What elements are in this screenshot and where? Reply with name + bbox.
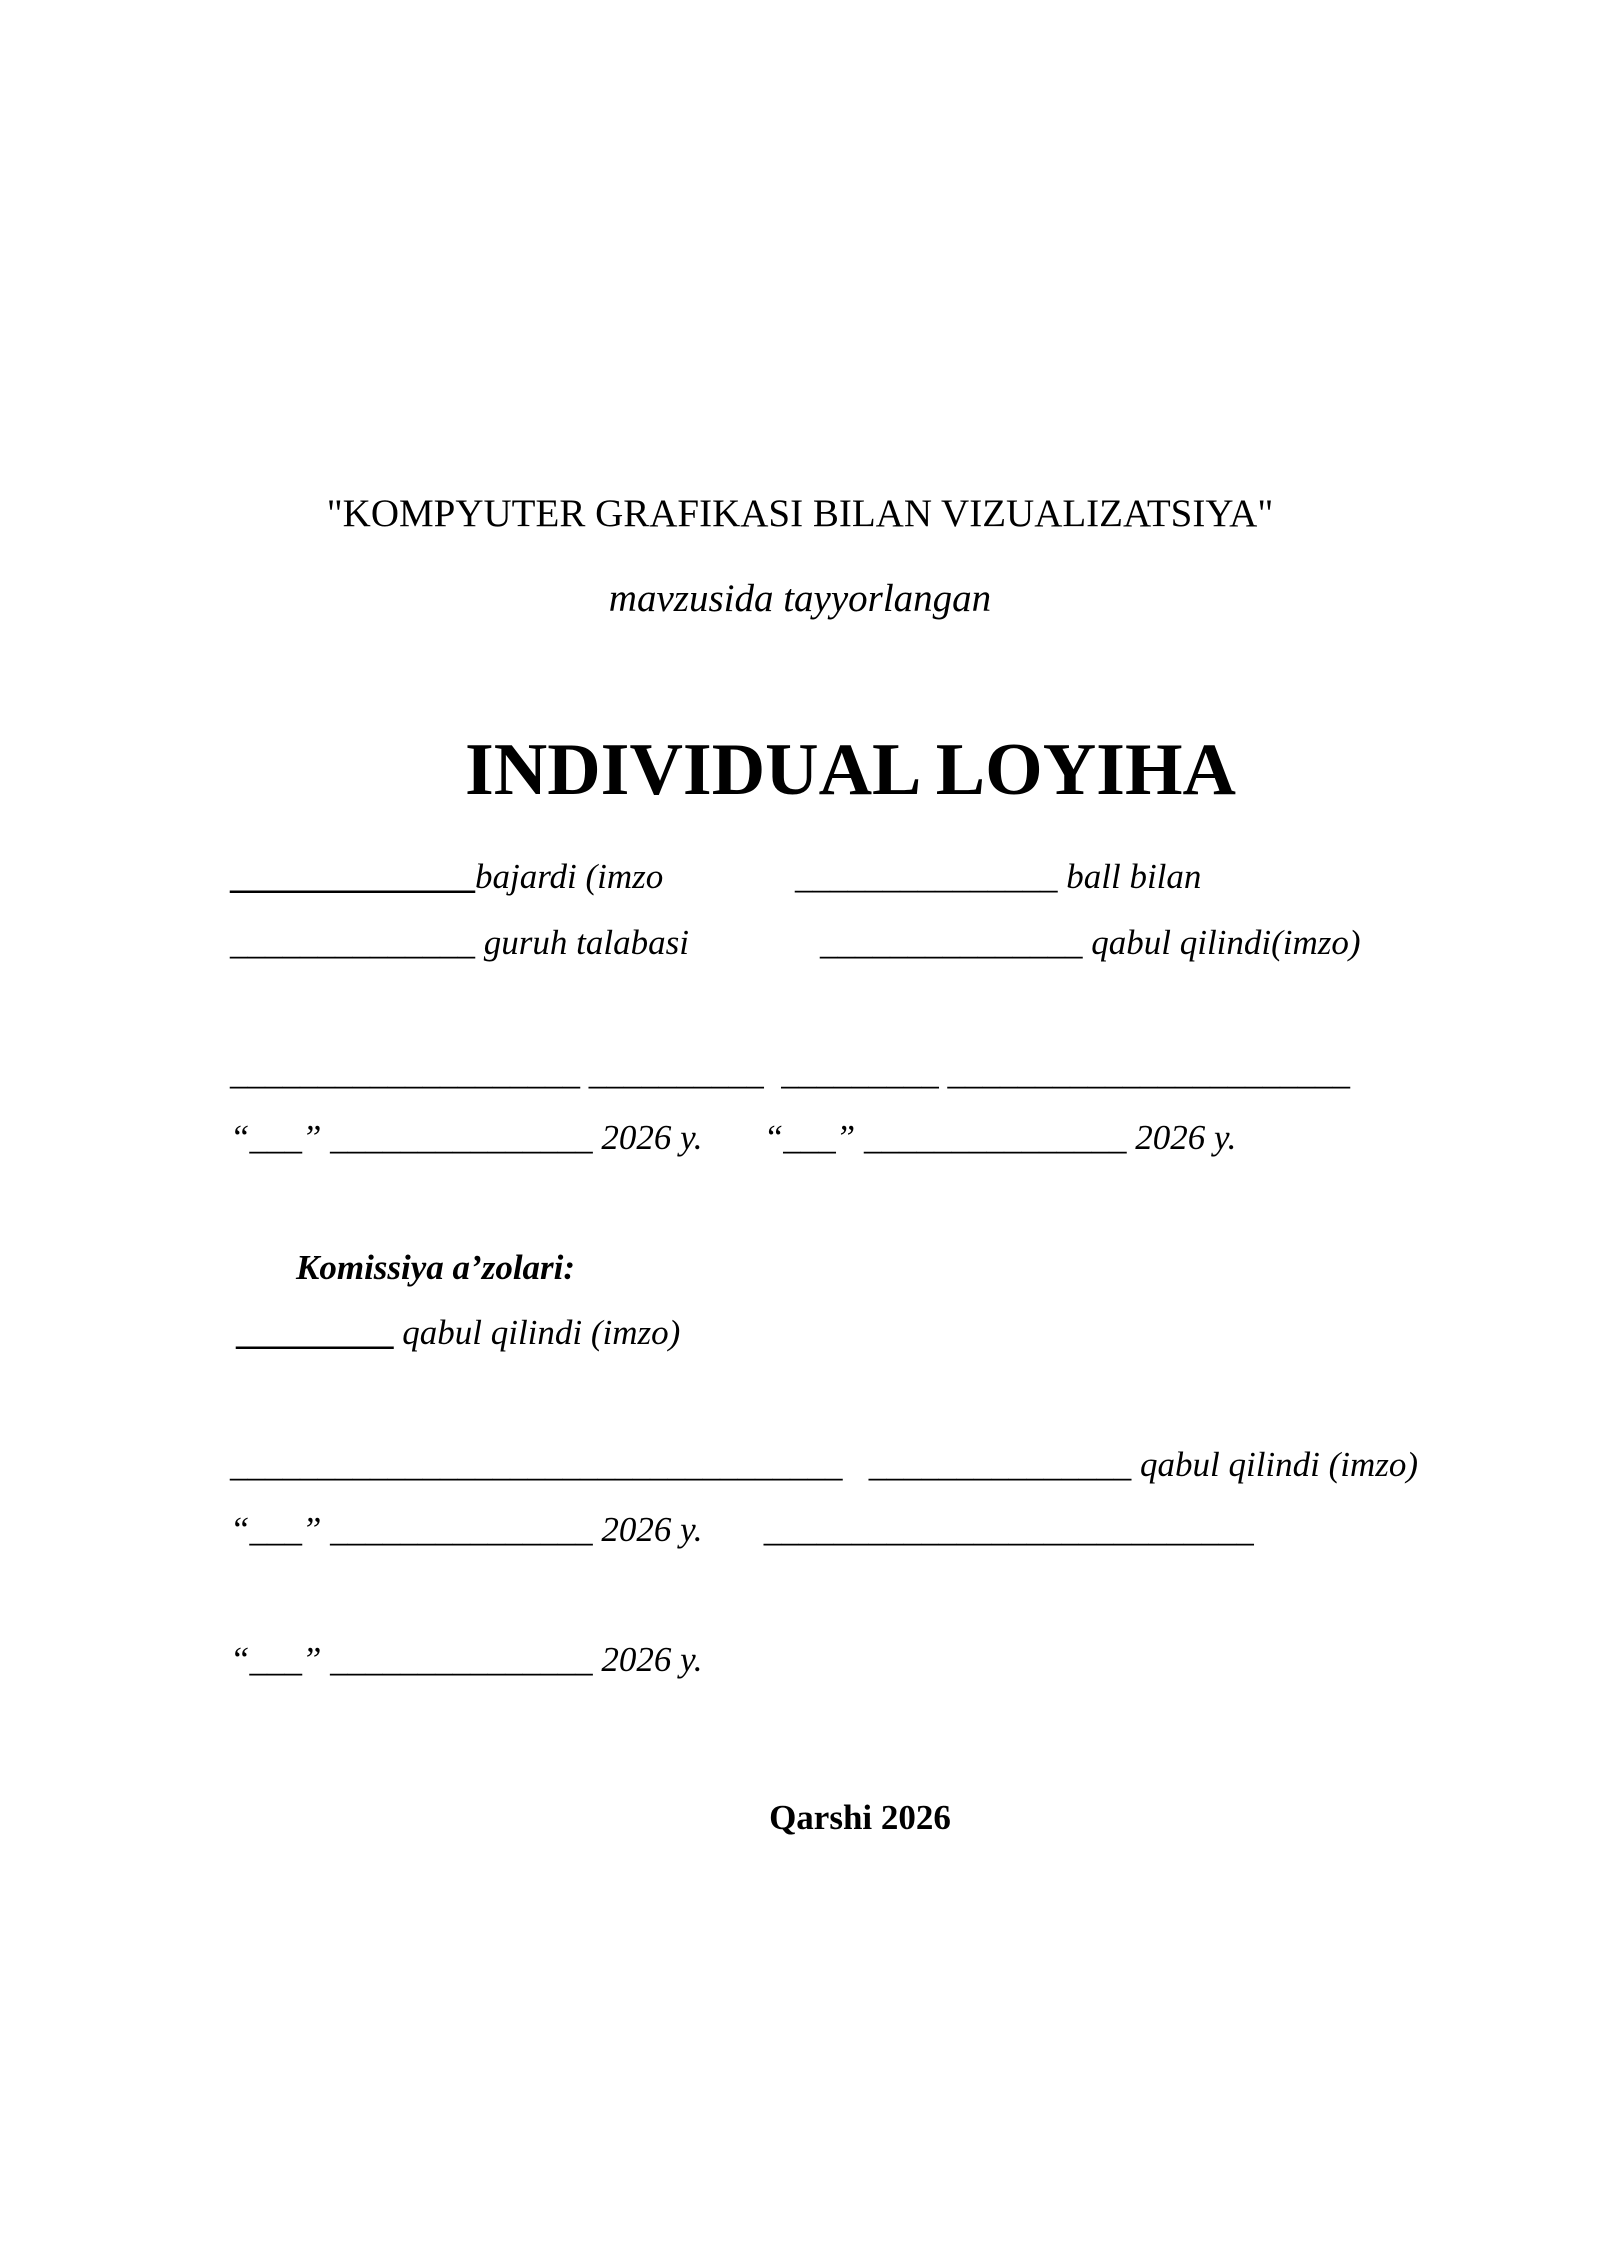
commission-signature-line: ___________________________________ _______________ qabul qilindi (imzo) <box>230 1445 1419 1484</box>
completed-by-label: bajardi (imzo <box>475 857 664 896</box>
date-line: “___” _______________ 2026 y. “___” _______________ 2026 y. <box>230 1118 1237 1157</box>
commission-date-line: “___” _______________ 2026 y. ____________________________ <box>230 1510 1254 1549</box>
score-field: _______________ ball bilan <box>795 857 1202 896</box>
city-year: Qarshi 2026 <box>769 1798 951 1837</box>
document-title: INDIVIDUAL LOYIHA <box>465 729 1236 811</box>
name-blank-line: ____________________ __________ _________ _______________________ <box>230 1053 1350 1092</box>
project-subtitle: mavzusida tayyorlangan <box>608 577 992 620</box>
commission-accept-row <box>236 1315 680 1350</box>
commission-signature-blank: _________ <box>236 1313 394 1352</box>
group-student-field: ______________ guruh talabasi <box>230 923 689 962</box>
signature-blank: ______________ <box>230 857 475 896</box>
signature-row-completed-by <box>230 859 663 894</box>
accepted-signature-field: _______________ qabul qilindi(imzo) <box>820 923 1361 962</box>
commission-heading: Komissiya a’zolari: <box>296 1248 576 1287</box>
project-topic: "KOMPYUTER GRAFIKASI BILAN VIZUALIZATSIYA" <box>326 492 1274 535</box>
commission-accept-label: qabul qilindi (imzo) <box>393 1313 681 1352</box>
final-date-line: “___” _______________ 2026 y. <box>230 1640 703 1679</box>
